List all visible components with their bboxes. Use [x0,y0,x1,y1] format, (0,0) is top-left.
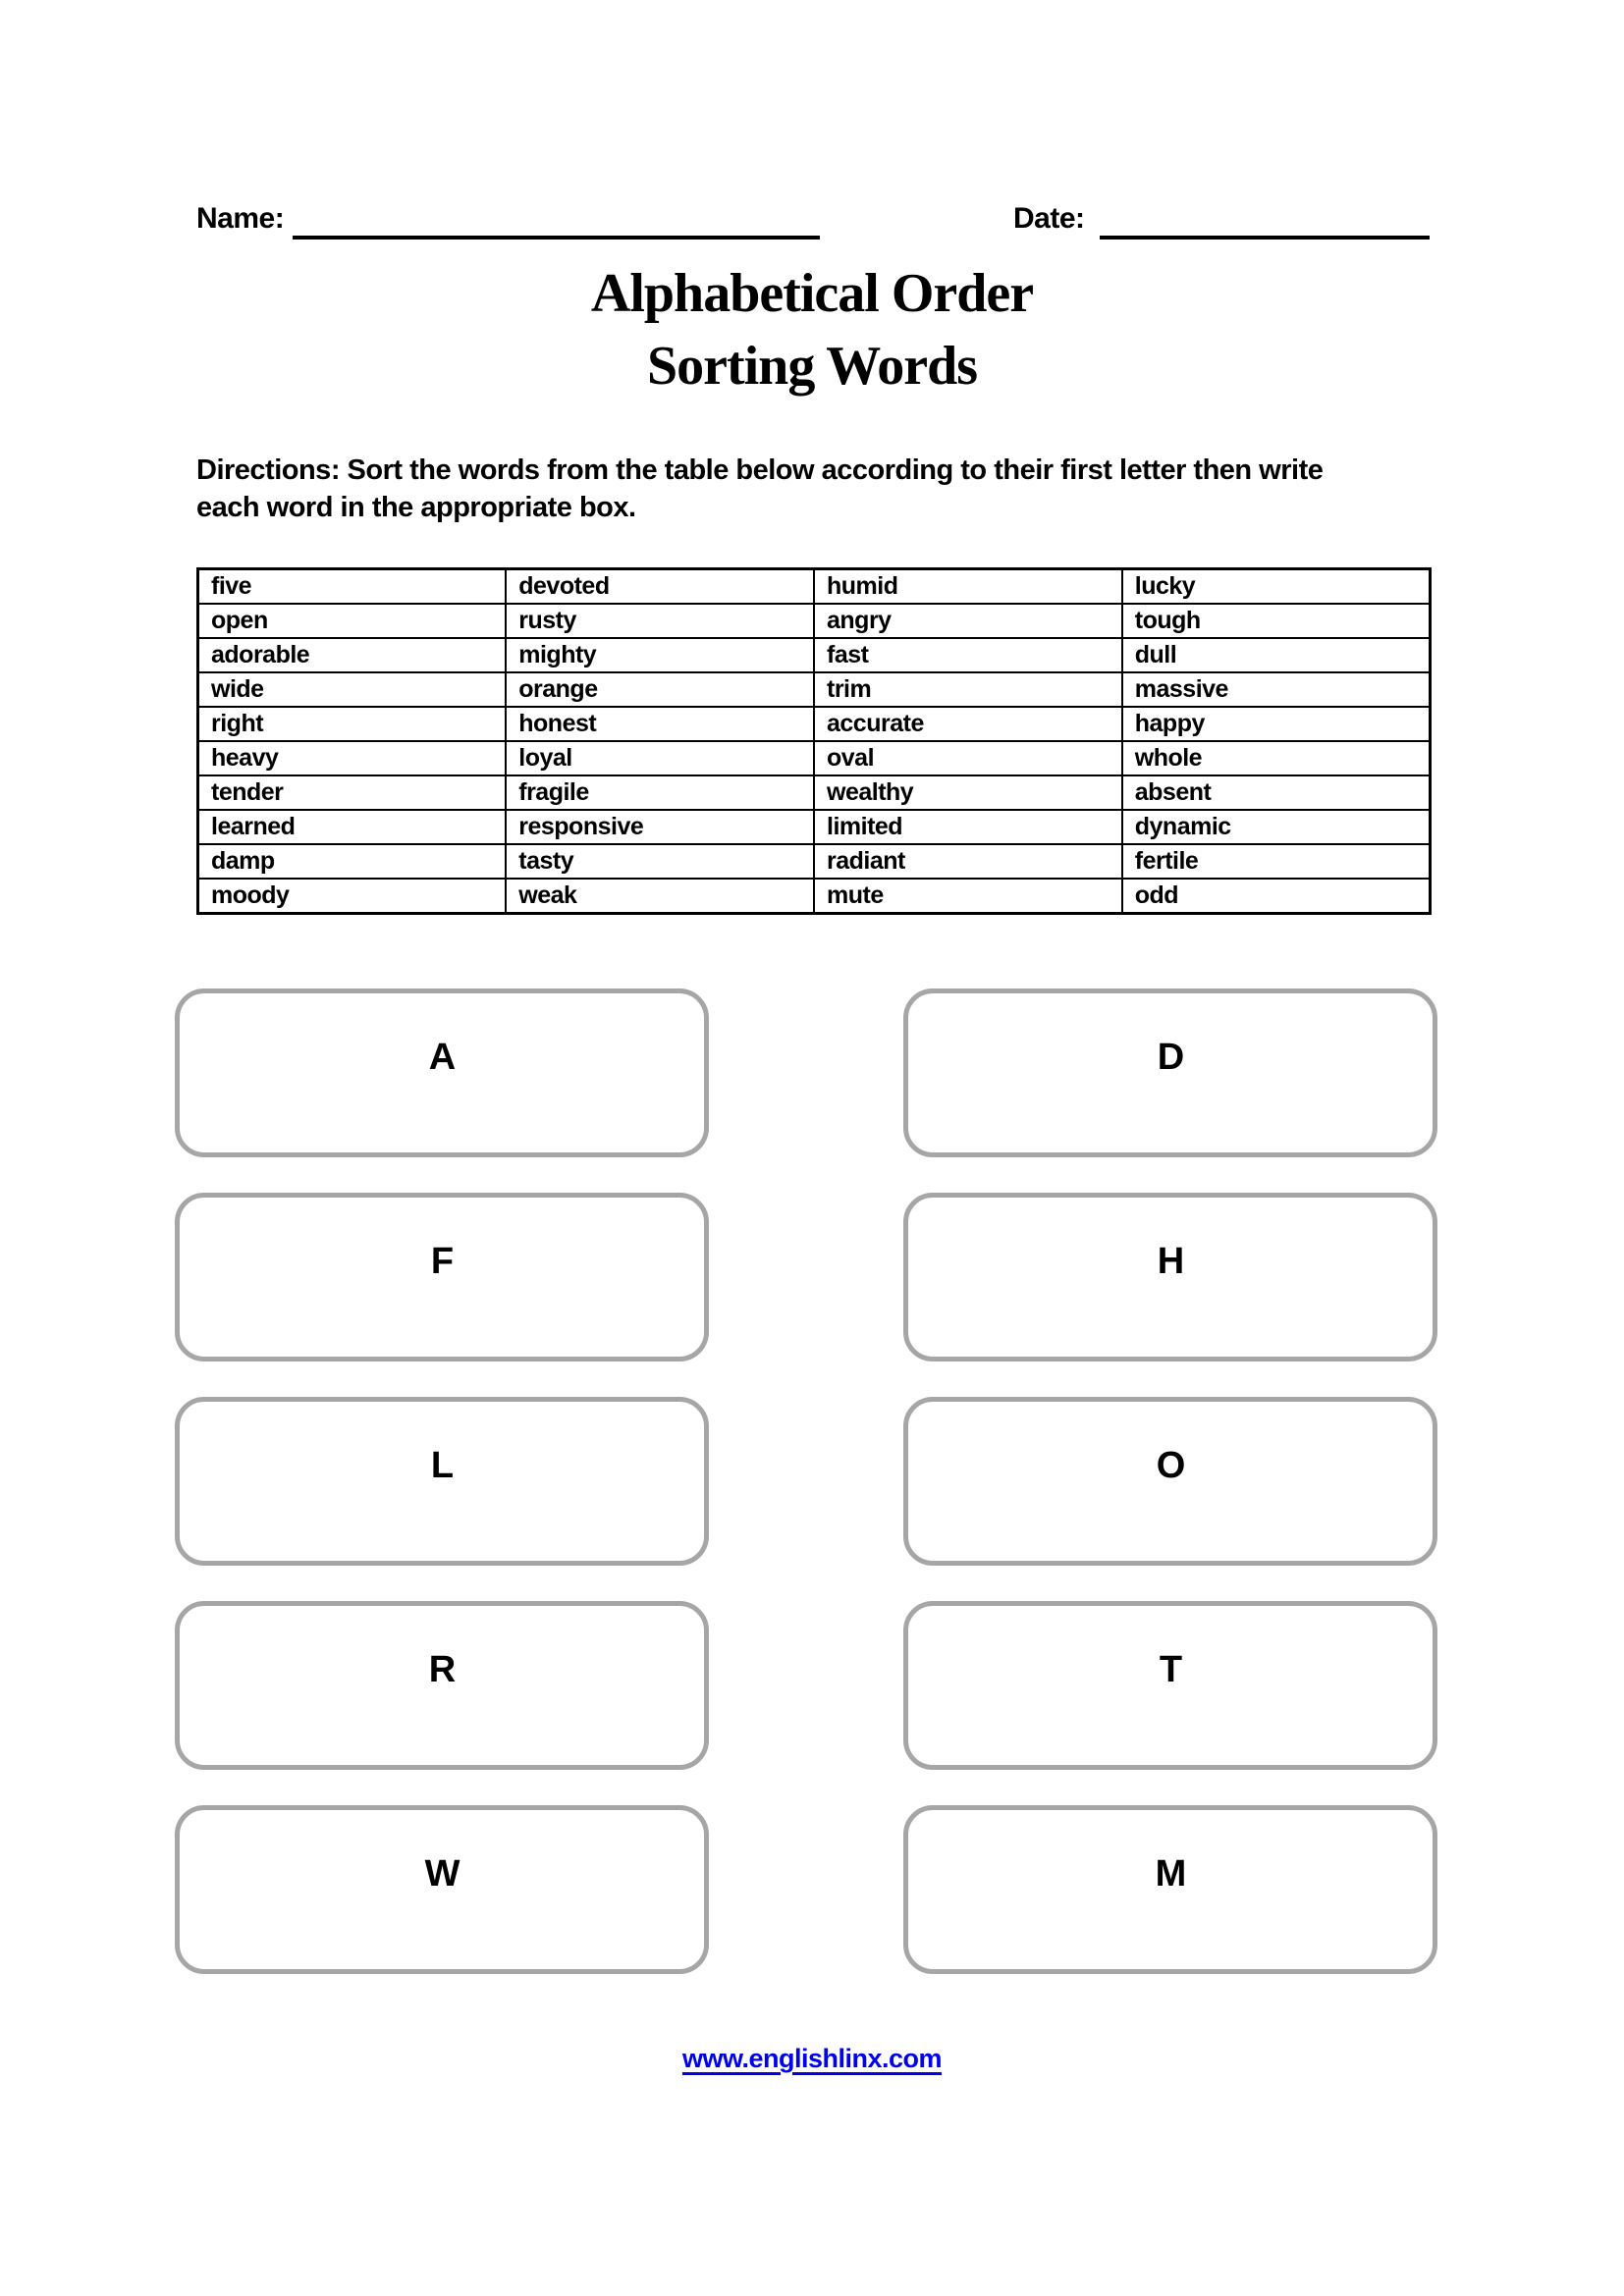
table-row [198,775,1431,810]
sort-box-letter: H [1157,1241,1184,1282]
word-cell: dynamic [1122,810,1431,844]
sort-box-letter: F [430,1241,454,1282]
word-cell: mighty [506,638,814,672]
sort-box-r [175,1601,709,1770]
name-label: Name: [196,202,285,235]
sort-box-w [175,1805,709,1974]
sort-box-f [175,1193,709,1362]
word-cell: fertile [1122,844,1431,879]
word-cell: wide [198,672,507,707]
word-cell: weak [506,879,814,914]
word-cell: moody [198,879,507,914]
table-row [198,604,1431,638]
sort-box-m [903,1805,1437,1974]
sort-box-letter: M [1155,1853,1186,1895]
word-cell: rusty [506,604,814,638]
word-table [196,567,1432,915]
page-title [0,257,1624,403]
name-blank-line [293,204,820,240]
table-row [198,569,1431,605]
table-row [198,672,1431,707]
page-title-line2: Sorting Words [646,336,978,398]
word-cell: humid [814,569,1122,605]
word-cell: massive [1122,672,1431,707]
word-cell: mute [814,879,1122,914]
sort-box-d [903,988,1437,1157]
word-cell: five [198,569,507,605]
word-cell: limited [814,810,1122,844]
word-cell: dull [1122,638,1431,672]
sort-box-t [903,1601,1437,1770]
table-row [198,638,1431,672]
sort-box-letter: O [1156,1445,1185,1486]
word-cell: trim [814,672,1122,707]
sort-box-o [903,1397,1437,1566]
table-row [198,741,1431,775]
word-cell: odd [1122,879,1431,914]
table-row [198,707,1431,741]
word-cell: heavy [198,741,507,775]
footer [0,2044,1624,2074]
word-cell: learned [198,810,507,844]
word-cell: accurate [814,707,1122,741]
word-cell: fragile [506,775,814,810]
word-cell: angry [814,604,1122,638]
page-title-line1: Alphabetical Order [590,263,1034,324]
sort-box-letter: A [428,1037,456,1078]
sorting-boxes-grid [175,988,1437,1974]
word-cell: oval [814,741,1122,775]
word-cell: wealthy [814,775,1122,810]
date-blank-line [1100,204,1430,240]
word-cell: honest [506,707,814,741]
word-cell: happy [1122,707,1431,741]
sort-box-letter: W [424,1853,460,1895]
word-cell: damp [198,844,507,879]
sort-box-a [175,988,709,1157]
word-cell: tasty [506,844,814,879]
sort-box-letter: L [430,1445,454,1486]
word-cell: radiant [814,844,1122,879]
sort-box-letter: T [1159,1649,1182,1690]
sort-box-l [175,1397,709,1566]
word-cell: whole [1122,741,1431,775]
footer-link[interactable]: www.englishlinx.com [681,2044,943,2073]
directions-text: Directions: Sort the words from the table below according to their first letter then write each word in the appropriate box. [196,454,1324,524]
word-cell: devoted [506,569,814,605]
word-cell: loyal [506,741,814,775]
word-cell: absent [1122,775,1431,810]
table-row [198,844,1431,879]
table-row [198,879,1431,914]
sort-box-letter: R [428,1649,456,1690]
word-cell: orange [506,672,814,707]
word-cell: right [198,707,507,741]
word-cell: tender [198,775,507,810]
table-row [198,810,1431,844]
word-cell: responsive [506,810,814,844]
word-cell: adorable [198,638,507,672]
word-cell: open [198,604,507,638]
word-cell: tough [1122,604,1431,638]
date-label: Date: [1013,202,1085,235]
word-cell: lucky [1122,569,1431,605]
sort-box-h [903,1193,1437,1362]
word-cell: fast [814,638,1122,672]
sort-box-letter: D [1157,1037,1184,1078]
